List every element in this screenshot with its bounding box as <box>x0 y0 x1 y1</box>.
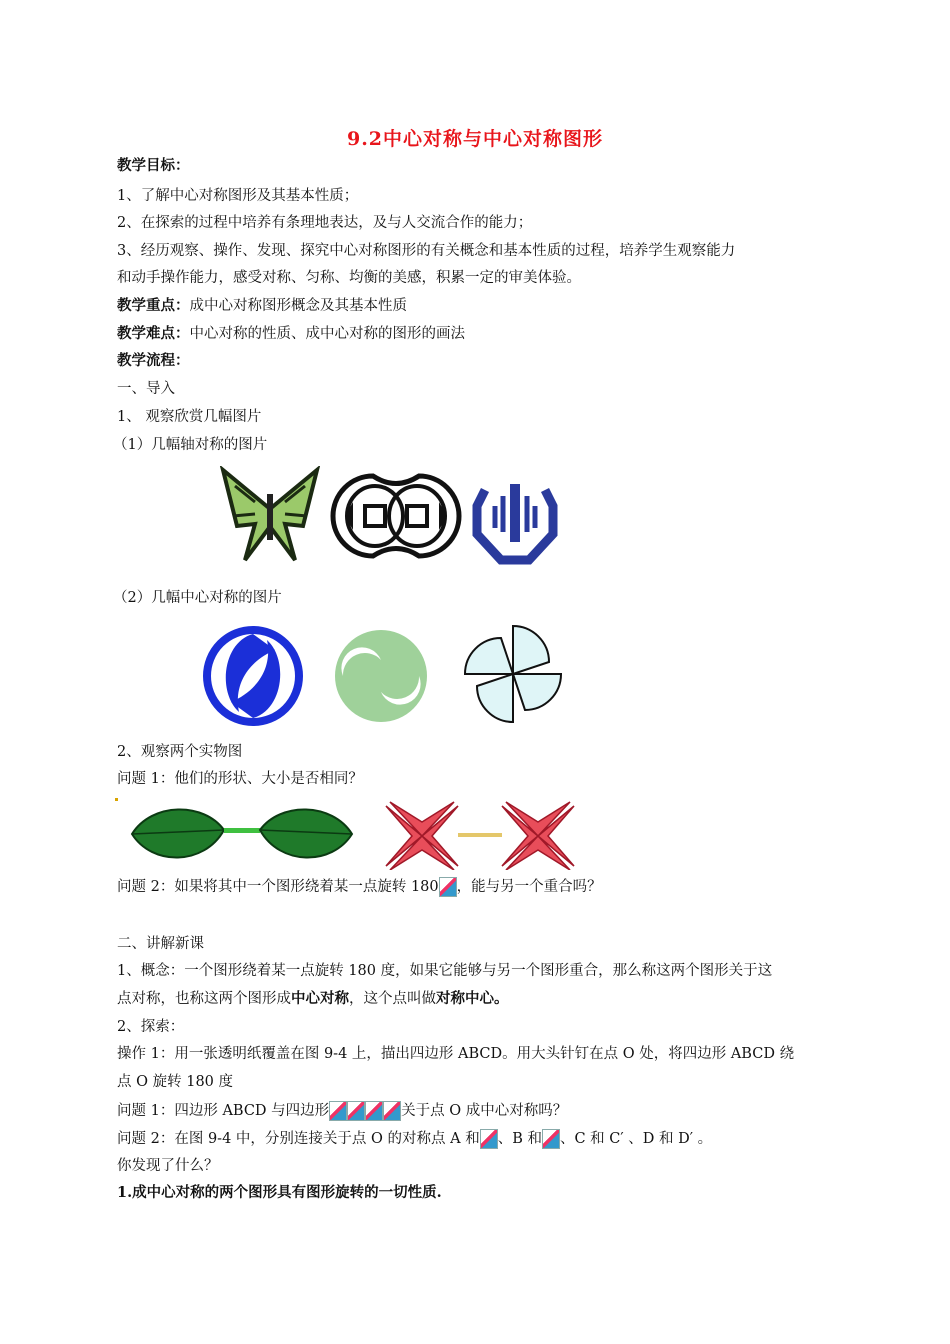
intro-question-2 <box>117 877 602 897</box>
objectives-heading: 教学目标： <box>117 157 190 174</box>
objective-item: 3、经历观察、操作、发现、探究中心对称图形的有关概念和基本性质的过程，培养学生观察能力 <box>117 243 736 259</box>
question-text: 问题 2：在图 9-4 中，分别连接关于点 O 的对称点 A 和 <box>117 1131 480 1147</box>
pinwheel-photo-image <box>502 802 574 870</box>
question-text: 、B 和 <box>497 1131 542 1147</box>
pinwheel-image <box>465 626 561 722</box>
missing-degree-symbol-image <box>439 877 457 897</box>
operation-line-2: 点 O 旋转 180 度 <box>117 1074 233 1090</box>
concept-line-2 <box>117 990 509 1008</box>
lesson-question-1 <box>117 1101 567 1121</box>
missing-formula-image <box>383 1101 401 1121</box>
key-point-text: 成中心对称图形概念及其基本性质 <box>189 298 407 314</box>
key-point-label: 教学重点 <box>117 297 175 314</box>
marker-dot <box>115 798 118 801</box>
term-symmetry-center: 对称中心。 <box>436 990 509 1007</box>
question-text-end: 关于点 O 成中心对称吗？ <box>401 1103 568 1119</box>
missing-formula-image <box>542 1129 560 1149</box>
explore-heading: 2、探索： <box>117 1019 185 1035</box>
blue-ring-logo-image <box>207 630 299 722</box>
axial-figures <box>215 466 565 566</box>
central-figures <box>203 622 568 732</box>
missing-formula-image <box>480 1129 498 1149</box>
page-title: 9.2中心对称与中心对称图形 <box>346 128 604 150</box>
intro-heading: 一、导入 <box>117 381 175 397</box>
key-point: 教学重点：成中心对称图形概念及其基本性质 <box>117 297 407 314</box>
leaf-image <box>132 809 260 857</box>
process-heading: 教学流程： <box>117 352 190 369</box>
concept-text: ，这个点叫做 <box>349 991 436 1007</box>
found-line: 你发现了什么？ <box>117 1158 219 1174</box>
question-text: 问题 1：四边形 ABCD 与四边形 <box>117 1103 330 1119</box>
objective-item: 1、了解中心对称图形及其基本性质； <box>117 188 359 204</box>
object-figures <box>128 800 578 870</box>
central-caption: （2）几幅中心对称的图片 <box>113 590 282 606</box>
missing-formula-image <box>347 1101 365 1121</box>
coin-pattern-image <box>333 476 459 556</box>
axial-caption: （1）几幅轴对称的图片 <box>113 437 268 453</box>
objective-item: 和动手操作能力，感受对称、匀称、均衡的美感，积累一定的审美体验。 <box>117 270 581 286</box>
question-2-text: 问题 2：如果将其中一个图形绕着某一点旋转 180 <box>117 879 439 895</box>
difficulty-label: 教学难点： <box>117 325 190 342</box>
concept-text: 点对称，也称这两个图形成 <box>117 991 291 1007</box>
wheat-emblem-image <box>477 484 553 560</box>
leaf-image <box>260 809 352 857</box>
operation-line: 操作 1：用一张透明纸覆盖在图 9-4 上，描出四边形 ABCD。用大头针钉在点 O 处，将四边形 ABCD 绕 <box>117 1046 795 1062</box>
difficulty <box>117 325 465 343</box>
lesson-question-2 <box>117 1129 712 1149</box>
difficulty-text: 中心对称的性质、成中心对称的图形的画法 <box>189 326 465 342</box>
concept-line: 1、概念：一个图形绕着某一点旋转 180 度，如果它能够与另一个图形重合，那么称这两个图形关于这 <box>117 963 773 979</box>
pinwheel-photo-image <box>386 802 502 870</box>
intro-question-1: 问题 1：他们的形状、大小是否相同？ <box>117 771 363 787</box>
term-central-symmetry: 中心对称 <box>291 990 349 1007</box>
conclusion-line: 1.成中心对称的两个图形具有图形旋转的一切性质. <box>117 1184 442 1201</box>
green-circle-logo-image <box>335 630 427 722</box>
objects-line: 2、观察两个实物图 <box>117 744 243 760</box>
question-2-text-end: ，能与另一个重合吗？ <box>456 879 602 895</box>
missing-formula-image <box>365 1101 383 1121</box>
butterfly-image <box>223 470 317 560</box>
question-text-end: 、C 和 C′ 、D 和 D′ 。 <box>559 1131 713 1147</box>
objective-item: 2、在探索的过程中培养有条理地表达，及与人交流合作的能力； <box>117 215 533 231</box>
missing-formula-image <box>329 1101 347 1121</box>
observe-line: 1、 观察欣赏几幅图片 <box>117 409 262 425</box>
lesson-heading: 二、讲解新课 <box>117 936 204 952</box>
